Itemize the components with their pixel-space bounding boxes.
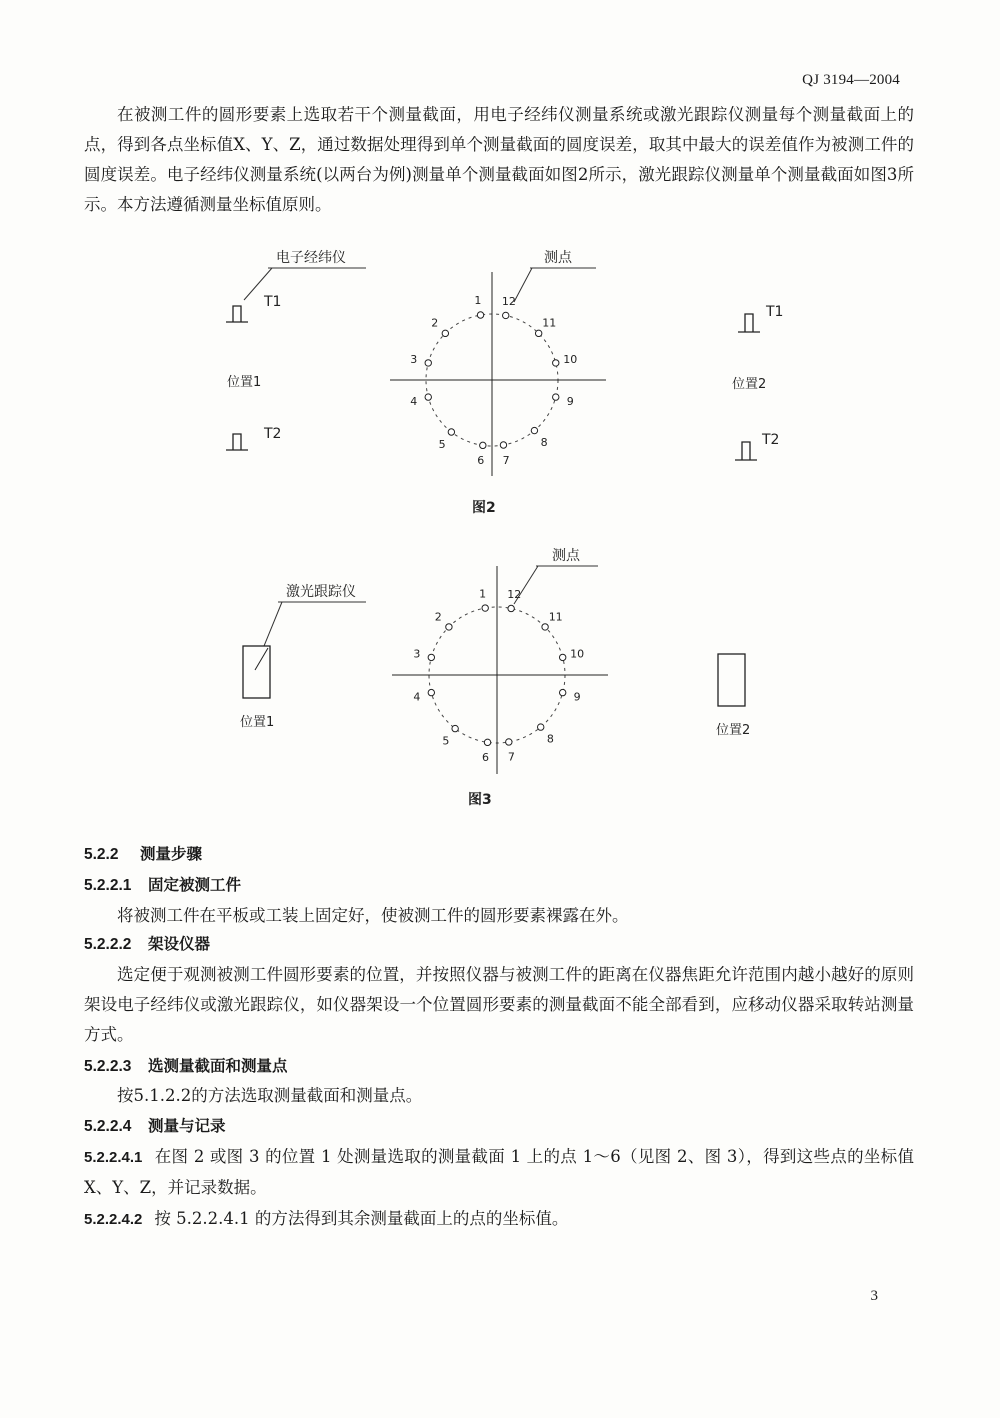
fig3-point-label-4: 4: [413, 690, 421, 704]
fig2-position2: 位置2: [732, 377, 767, 392]
fig2-point-7: [500, 442, 506, 448]
fig2-point-3: [425, 360, 431, 366]
fig3-tracker-beam: [255, 648, 268, 670]
fig2-point-9: [553, 394, 559, 400]
fig3-point-9: [559, 689, 565, 695]
fig2-point-4: [425, 394, 431, 400]
page-number: 3: [870, 1288, 878, 1304]
fig2-point-11: [535, 330, 541, 336]
heading-title: 架设仪器: [148, 935, 211, 953]
fig3-point-label-8: 8: [546, 732, 554, 746]
fig3-tracker-left: [243, 646, 270, 698]
fig3-point-3: [428, 654, 434, 660]
fig2-point-label-5: 5: [438, 437, 446, 451]
fig3-position1: 位置1: [240, 715, 275, 730]
fig2-point-label-9: 9: [566, 394, 574, 408]
fig2-t2-right-label: T2: [762, 432, 780, 448]
fig3-point-11: [542, 624, 548, 630]
fig3-point-label-6: 6: [481, 751, 489, 765]
fig2-t1-right-label: T1: [766, 304, 784, 320]
fig2-point-5: [448, 429, 454, 435]
fig3-point-label-9: 9: [573, 690, 581, 704]
heading-5-2-2: [84, 842, 202, 864]
fig2-point-label-7: 7: [502, 453, 510, 467]
fig2-point-1: [477, 312, 483, 318]
fig3-point-label-7: 7: [507, 750, 515, 764]
fig2-theodolite-t1-left: [226, 306, 248, 322]
fig3-point-label-1: 1: [479, 587, 487, 601]
heading-number: 5.2.2.4: [84, 1118, 132, 1135]
fig3-point-label-5: 5: [442, 734, 450, 748]
fig3-measure-points: [413, 587, 584, 764]
fig2-position1: 位置1: [227, 375, 262, 390]
fig3-point-4: [428, 689, 434, 695]
fig3-point-7: [506, 739, 512, 745]
fig2-point-label-1: 1: [474, 294, 482, 308]
figure-3: [0, 530, 1000, 830]
fig3-point-6: [484, 739, 490, 745]
heading-number: 5.2.2.1: [84, 877, 132, 894]
paragraph-5-2-2-1: 将被测工件在平板或工装上固定好，使被测工件的圆形要素裸露在外。: [117, 906, 629, 925]
fig2-point-label-8: 8: [540, 436, 548, 450]
fig2-t1-left-label: T1: [264, 294, 282, 310]
fig2-instrument-label: 电子经纬仪: [276, 250, 346, 266]
fig2-point-label-3: 3: [410, 353, 418, 367]
fig2-measure-points: [410, 294, 577, 467]
intro-paragraph: 在被测工件的圆形要素上选取若干个测量截面，用电子经纬仪测量系统或激光跟踪仪测量每个测量截面上的点，得到各点坐标值X、Y、Z，通过数据处理得到单个测量截面的圆度误差，取其中最大的误差值作为被测工件的圆度误差。电子经纬仪测量系统(以两台为例)测量单个测量截面如图2所示，激光跟踪仪测量单个测量截面如图3所示。本方法遵循测量坐标值原则。: [84, 105, 914, 214]
fig3-position2: 位置2: [716, 723, 751, 738]
fig2-theodolite-t1-right: [738, 314, 760, 332]
fig2-point-10: [553, 360, 559, 366]
fig3-tracker-right: [718, 654, 745, 706]
fig2-theodolite-t2-right: [735, 442, 757, 460]
fig3-leader-line: [264, 602, 282, 646]
heading-5-2-2-2: [84, 932, 210, 954]
heading-number: 5.2.2: [84, 846, 119, 863]
fig2-point-label-6: 6: [477, 454, 485, 468]
fig2-points-label: 测点: [544, 250, 572, 266]
fig2-point-8: [531, 427, 537, 433]
paragraph-5-2-2-2: 选定便于观测被测工件圆形要素的位置，并按照仪器与被测工件的距离在仪器焦距允许范围内越小越好的原则架设电子经纬仪或激光跟踪仪，如仪器架设一个位置圆形要素的测量截面不能全部看到，应移动仪器采取转站测量方式。: [84, 965, 914, 1044]
paragraph-5-2-2-4-2: [84, 1204, 914, 1235]
fig3-point-label-11: 11: [548, 610, 563, 624]
fig3-points-label: 测点: [552, 548, 580, 564]
fig2-point-6: [480, 442, 486, 448]
fig2-point-label-10: 10: [563, 353, 578, 367]
clause-number: 5.2.2.4.2: [84, 1211, 143, 1228]
heading-title: 测量步骤: [140, 845, 203, 863]
heading-5-2-2-1: [84, 873, 241, 895]
fig3-point-label-10: 10: [570, 647, 585, 661]
fig2-t2-left-label: T2: [264, 426, 282, 442]
fig3-point-5: [452, 725, 458, 731]
heading-5-2-2-4: [84, 1114, 226, 1136]
fig2-point-label-11: 11: [542, 316, 557, 330]
fig2-point-2: [442, 330, 448, 336]
heading-title: 测量与记录: [148, 1117, 226, 1135]
heading-number: 5.2.2.2: [84, 936, 132, 953]
fig2-theodolite-t2-left: [226, 434, 248, 450]
fig2-caption: 图2: [472, 500, 496, 516]
clause-text: 在图 2 或图 3 的位置 1 处测量选取的测量截面 1 上的点 1～6（见图 2、图 3），得到这些点的坐标值 X、Y、Z，并记录数据。: [84, 1147, 914, 1197]
fig3-point-12: [508, 605, 514, 611]
clause-text: 按 5.2.2.4.1 的方法得到其余测量截面上的点的坐标值。: [154, 1209, 569, 1228]
fig2-point-label-2: 2: [431, 316, 439, 330]
paragraph-5-2-2-4-1: [84, 1142, 914, 1203]
paragraph-5-2-2-3: 按5.1.2.2的方法选取测量截面和测量点。: [117, 1086, 423, 1105]
fig3-point-2: [446, 624, 452, 630]
document-code: QJ 3194—2004: [802, 72, 900, 88]
fig2-points-leader: [514, 268, 532, 302]
fig3-point-10: [559, 654, 565, 660]
heading-title: 选测量截面和测量点: [148, 1057, 288, 1075]
fig2-point-12: [503, 312, 509, 318]
heading-5-2-2-3: [84, 1054, 288, 1076]
heading-number: 5.2.2.3: [84, 1058, 132, 1075]
fig3-point-8: [538, 724, 544, 730]
fig2-point-label-4: 4: [410, 394, 418, 408]
fig2-point-label-12: 12: [501, 294, 516, 308]
clause-number: 5.2.2.4.1: [84, 1149, 143, 1166]
figure-2: [0, 0, 1000, 520]
heading-title: 固定被测工件: [148, 876, 242, 894]
fig3-point-label-2: 2: [434, 610, 442, 624]
fig3-point-label-3: 3: [413, 647, 421, 661]
fig3-point-1: [482, 605, 488, 611]
fig3-point-label-12: 12: [507, 587, 522, 601]
fig3-caption: 图3: [468, 792, 492, 808]
fig3-instrument-label: 激光跟踪仪: [286, 584, 356, 600]
